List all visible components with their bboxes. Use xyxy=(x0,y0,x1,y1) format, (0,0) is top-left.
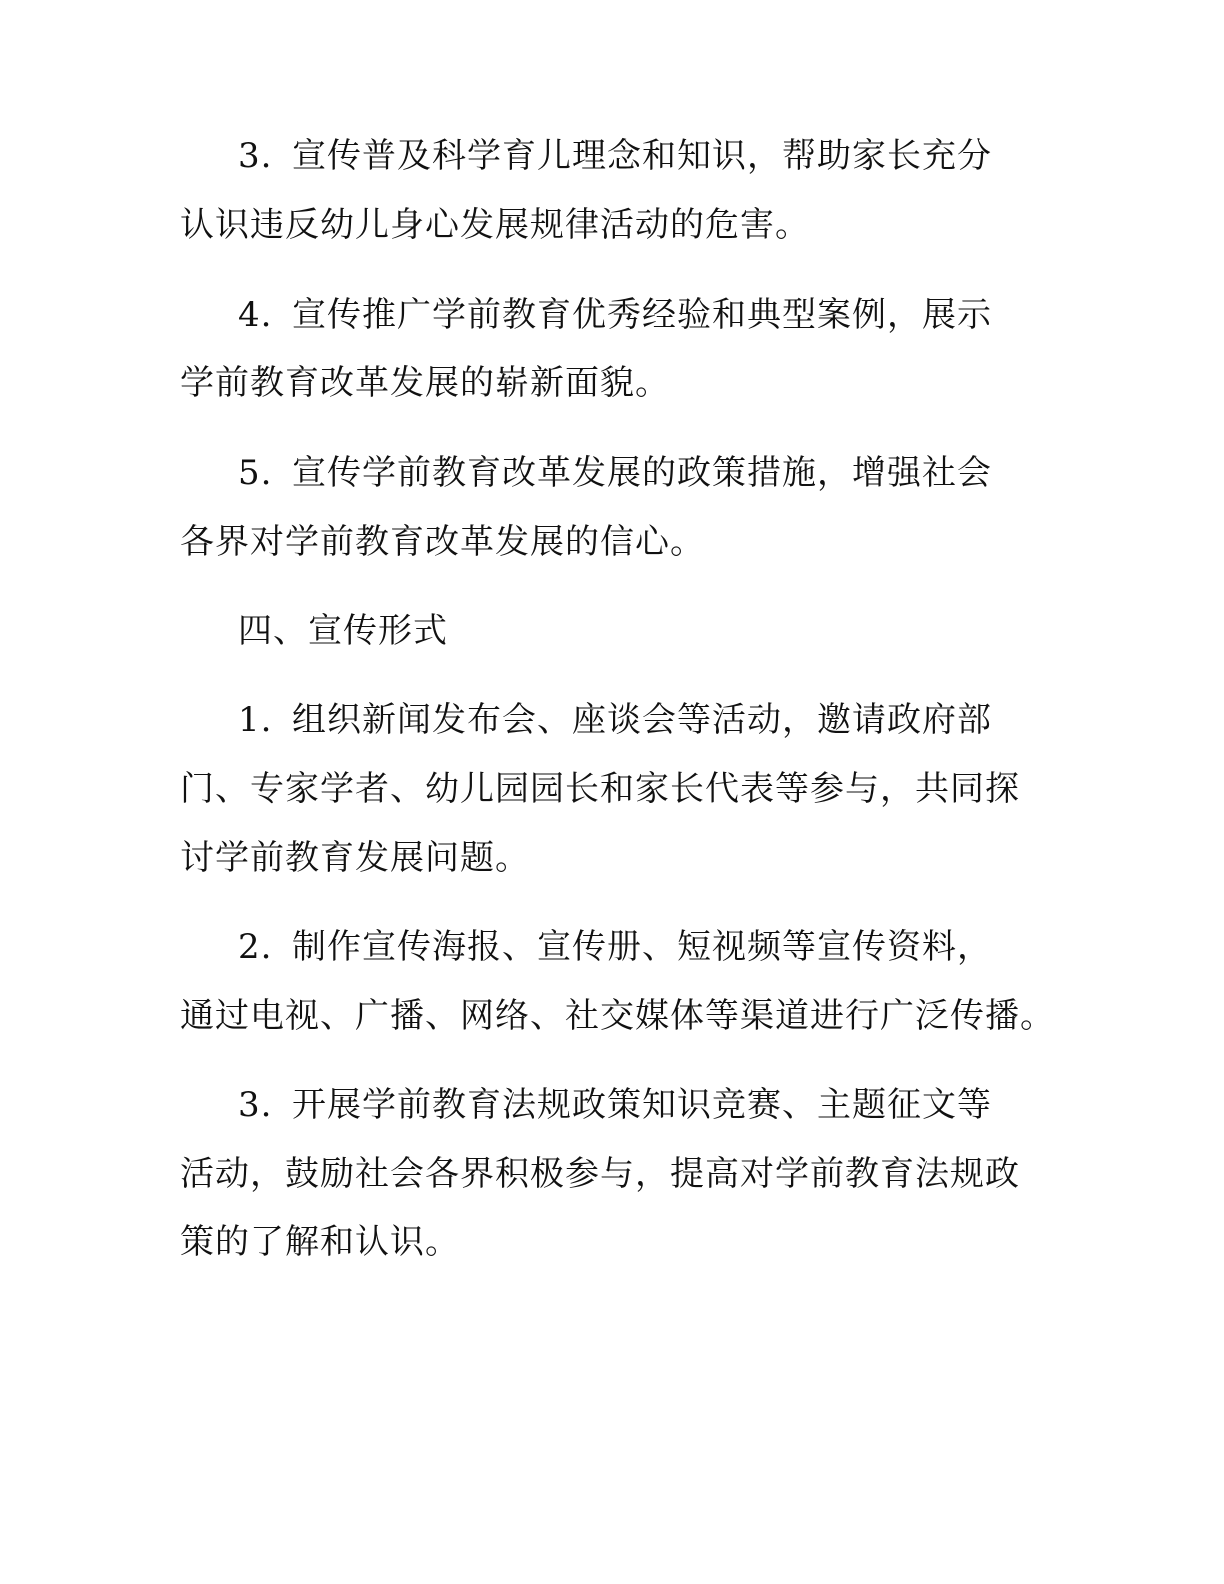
paragraph-text: 活动，鼓励社会各界积极参与，提高对学前教育法规政 xyxy=(180,1154,1020,1194)
paragraph-line xyxy=(238,927,992,967)
paragraph-line xyxy=(238,453,992,493)
paragraph-text: 学前教育改革发展的崭新面貌。 xyxy=(180,363,670,403)
paragraph-text: 宣传普及科学育儿理念和知识，帮助家长充分 xyxy=(292,136,992,176)
paragraph-line xyxy=(180,769,1020,809)
paragraph-line xyxy=(180,1222,460,1262)
paragraph-text: 制作宣传海报、宣传册、短视频等宣传资料， xyxy=(292,927,992,967)
paragraph-text: 宣传推广学前教育优秀经验和典型案例，展示 xyxy=(292,295,992,335)
paragraph-line xyxy=(180,1154,1020,1194)
item-number: 3. xyxy=(238,1085,273,1125)
paragraph-line xyxy=(238,136,992,176)
paragraph-text: 门、专家学者、幼儿园园长和家长代表等参与，共同探 xyxy=(180,769,1020,809)
paragraph-text: 宣传学前教育改革发展的政策措施，增强社会 xyxy=(292,453,992,493)
paragraph-text: 策的了解和认识。 xyxy=(180,1222,460,1262)
paragraph-line xyxy=(180,205,810,245)
item-number: 4. xyxy=(238,295,273,335)
paragraph-text: 通过电视、广播、网络、社交媒体等渠道进行广泛传播。 xyxy=(180,996,1055,1036)
paragraph-text: 讨学前教育发展问题。 xyxy=(180,838,530,878)
paragraph-line xyxy=(180,838,530,878)
item-number: 3. xyxy=(238,136,273,176)
section-heading: 四、宣传形式 xyxy=(238,611,448,651)
paragraph-line xyxy=(238,1085,992,1125)
paragraph-line xyxy=(238,700,992,740)
paragraph-text: 各界对学前教育改革发展的信心。 xyxy=(180,522,705,562)
paragraph-line xyxy=(180,996,1055,1036)
paragraph-text: 认识违反幼儿身心发展规律活动的危害。 xyxy=(180,205,810,245)
paragraph-text: 开展学前教育法规政策知识竞赛、主题征文等 xyxy=(292,1085,992,1125)
paragraph-text: 组织新闻发布会、座谈会等活动，邀请政府部 xyxy=(292,700,992,740)
paragraph-line xyxy=(238,295,992,335)
paragraph-line xyxy=(180,363,670,403)
paragraph-line xyxy=(180,522,705,562)
item-number: 5. xyxy=(238,453,273,493)
item-number: 1. xyxy=(238,700,273,740)
item-number: 2. xyxy=(238,927,273,967)
